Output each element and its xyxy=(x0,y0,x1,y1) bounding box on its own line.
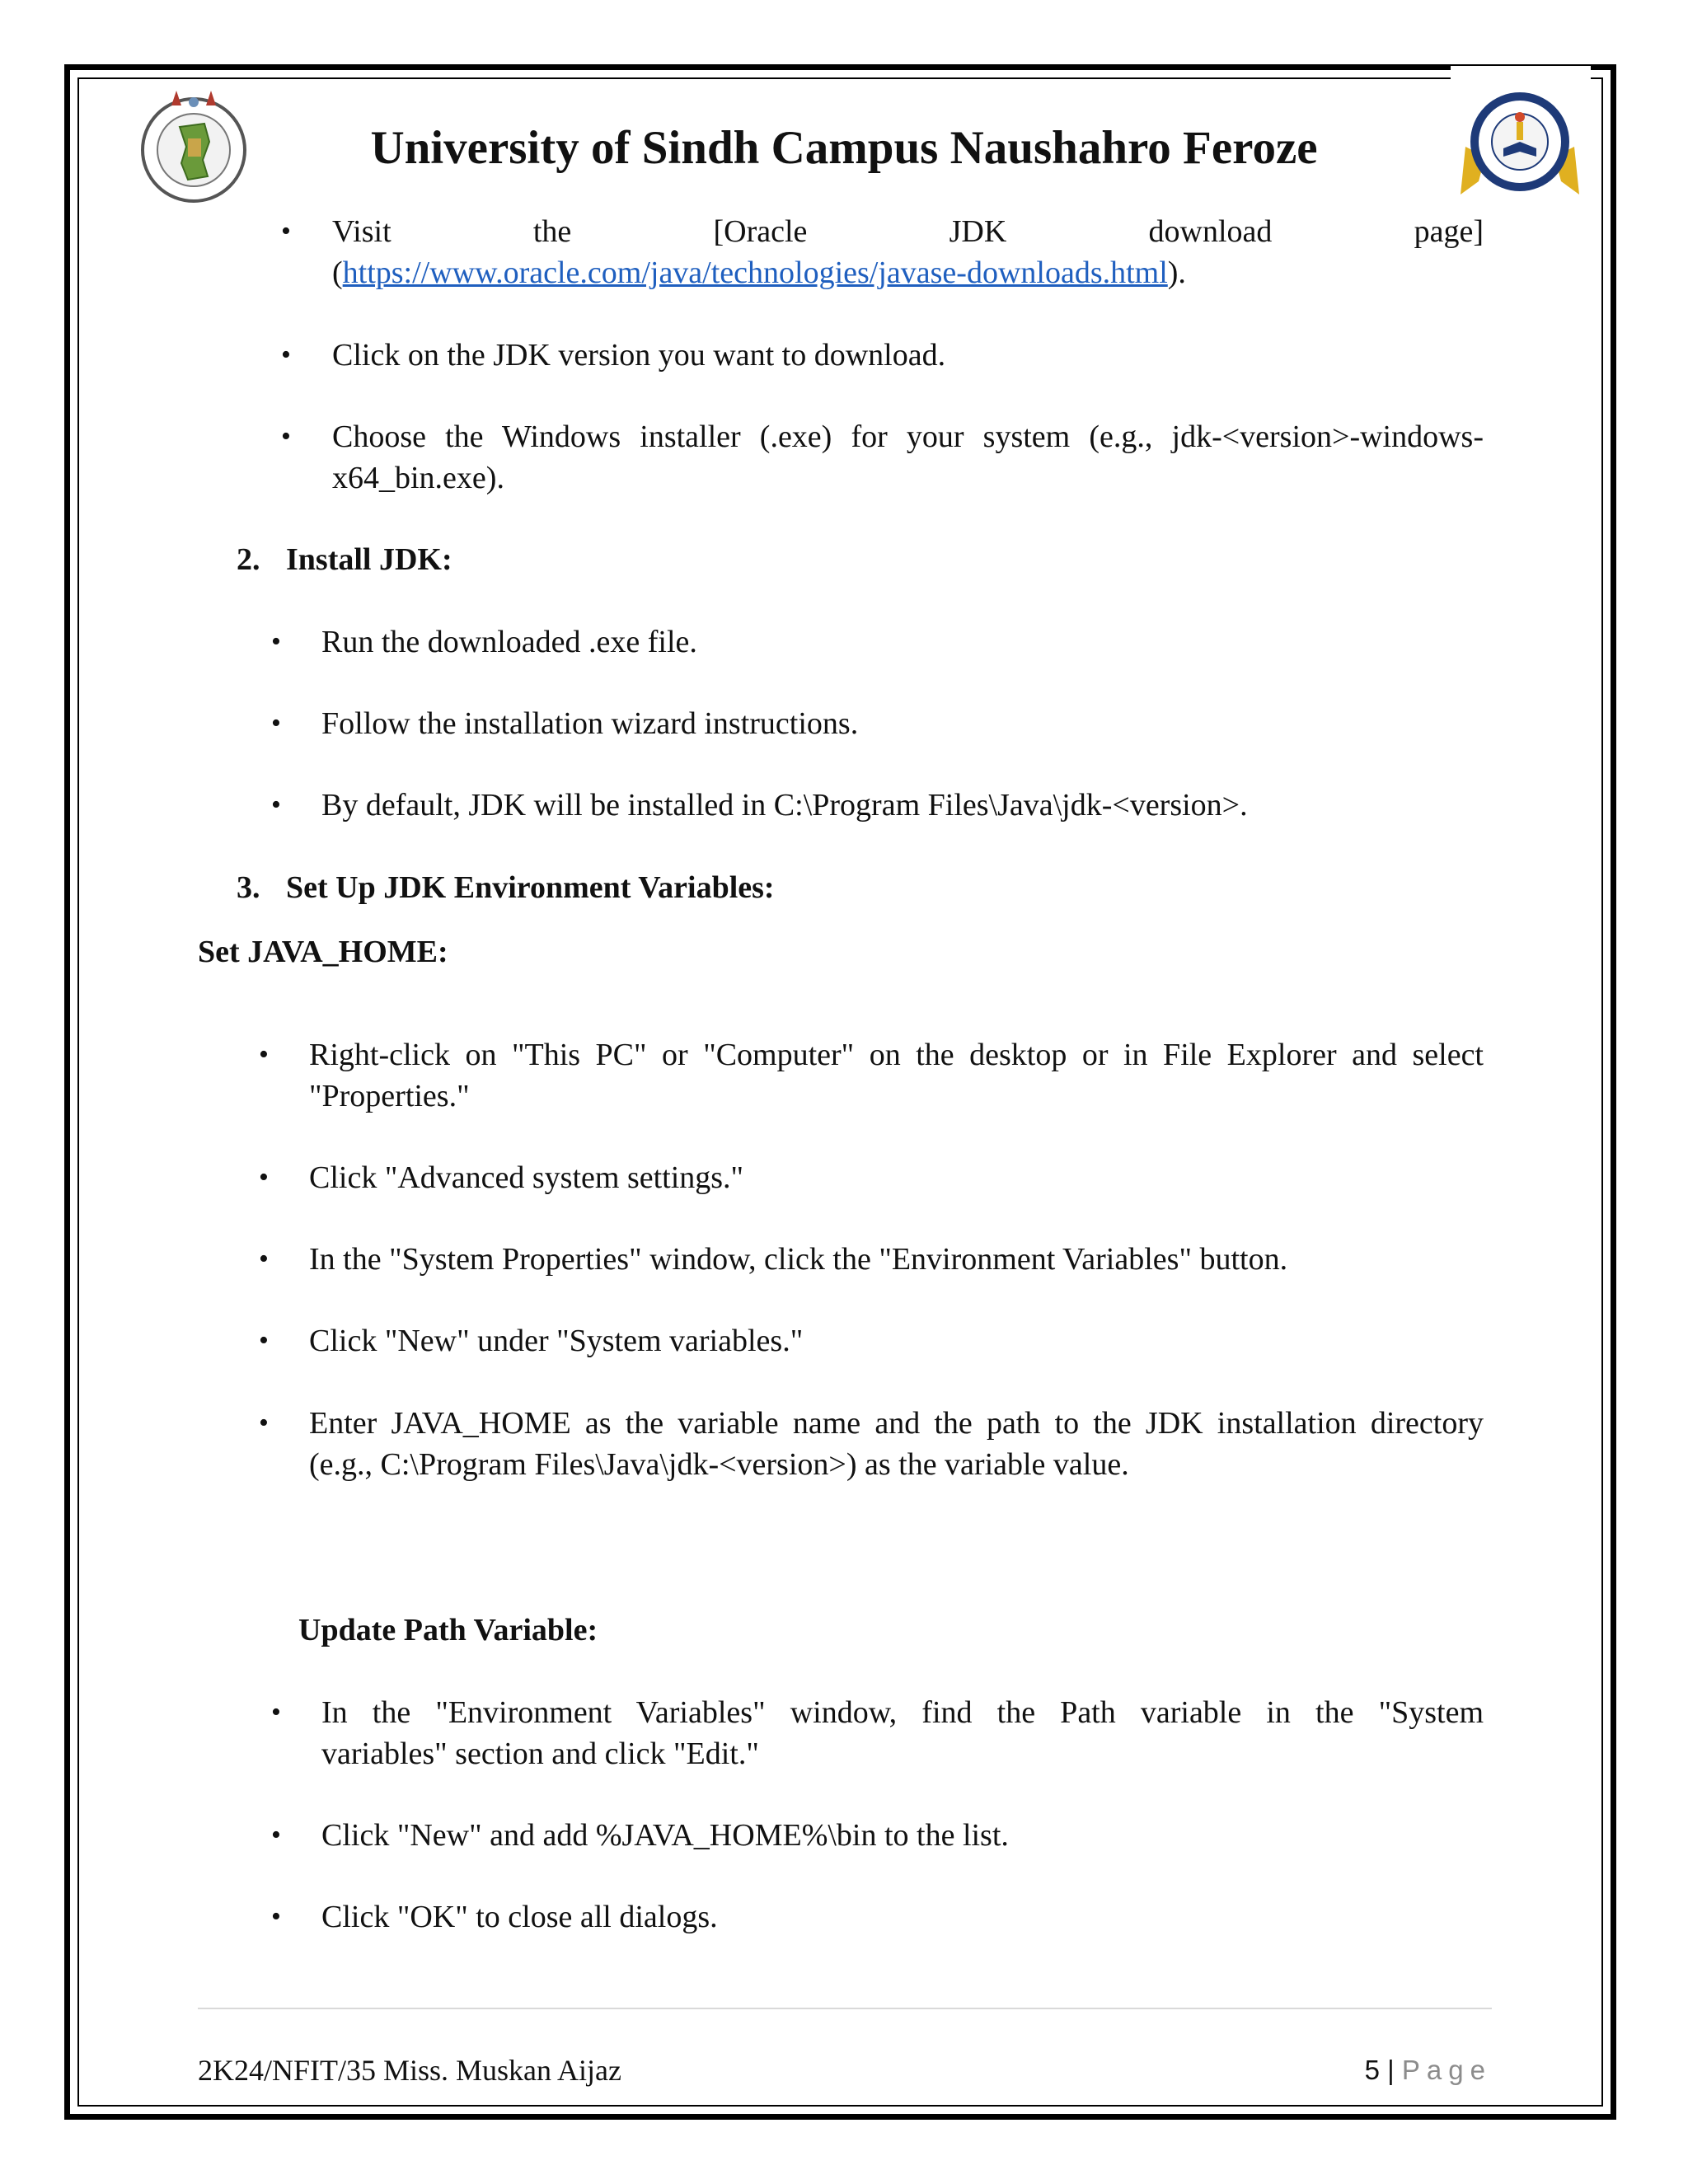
env-vars-number: 3. xyxy=(237,870,260,905)
path-item: Click "OK" to close all dialogs. xyxy=(321,1900,718,1934)
java-home-item-line2: (e.g., C:\Program Files\Java\jdk-<version>) as the variable value. xyxy=(309,1447,1129,1482)
campus-badge-logo xyxy=(1457,89,1582,204)
word: [Oracle xyxy=(713,214,808,249)
install-jdk-number: 2. xyxy=(237,542,260,577)
bullet-icon: • xyxy=(271,708,281,738)
word: the xyxy=(532,214,572,249)
path-item-line2: variables" section and click "Edit." xyxy=(321,1736,759,1771)
java-home-item: In the "System Properties" window, click the "Environment Variables" button. xyxy=(309,1242,1288,1277)
bullet-icon: • xyxy=(259,1408,269,1438)
visit-oracle-line1 xyxy=(332,211,1484,252)
page-border-gap xyxy=(1451,66,1591,81)
install-item: Follow the installation wizard instructions. xyxy=(321,706,859,741)
word: JDK xyxy=(949,214,1007,249)
page-separator: | xyxy=(1387,2055,1395,2085)
install-jdk-heading: Install JDK: xyxy=(286,542,452,577)
header-title: University of Sindh Campus Naushahro Feroze xyxy=(370,122,1318,174)
bullet-icon: • xyxy=(259,1039,269,1070)
path-item: Click "New" and add %JAVA_HOME%\bin to the list. xyxy=(321,1818,1009,1853)
bullet-icon: • xyxy=(281,421,291,452)
bullet-icon: • xyxy=(259,1244,269,1274)
bullet-icon: • xyxy=(259,1162,269,1193)
java-home-item: Click "Advanced system settings." xyxy=(309,1160,744,1195)
footer-divider xyxy=(198,2008,1492,2009)
footer-page-number xyxy=(1337,2052,1492,2088)
java-home-item-line2: "Properties." xyxy=(309,1079,470,1113)
word: Visit xyxy=(332,214,392,249)
word: download xyxy=(1148,214,1273,249)
click-jdk-version-item: Click on the JDK version you want to download. xyxy=(332,338,946,373)
bullet-icon: • xyxy=(281,340,291,370)
paren-close: ). xyxy=(1167,255,1186,290)
java-home-item: Click "New" under "System variables." xyxy=(309,1324,804,1358)
choose-installer-line1: Choose the Windows installer (.exe) for your system (e.g., jdk-<version>-windows- xyxy=(332,419,1484,454)
page-number: 5 xyxy=(1364,2055,1380,2085)
bullet-icon: • xyxy=(271,1901,281,1932)
bullet-icon: • xyxy=(271,1697,281,1727)
bullet-icon: • xyxy=(271,626,281,657)
bullet-icon: • xyxy=(271,790,281,820)
path-item-line1: In the "Environment Variables" window, find the Path variable in the "System xyxy=(321,1695,1484,1730)
install-item: By default, JDK will be installed in C:\Program Files\Java\jdk-<version>. xyxy=(321,788,1248,823)
set-java-home-heading: Set JAVA_HOME: xyxy=(198,935,448,969)
env-vars-heading: Set Up JDK Environment Variables: xyxy=(286,870,775,905)
visit-oracle-line2 xyxy=(332,252,1186,293)
update-path-heading: Update Path Variable: xyxy=(298,1613,598,1647)
bullet-icon: • xyxy=(271,1820,281,1850)
page-label: Page xyxy=(1401,2055,1492,2085)
footer-author: 2K24/NFIT/35 Miss. Muskan Aijaz xyxy=(198,2054,622,2087)
choose-installer-line2: x64_bin.exe). xyxy=(332,461,504,495)
page-border-inner xyxy=(77,77,1603,2107)
paren-open: ( xyxy=(332,255,343,290)
java-home-item-line1: Enter JAVA_HOME as the variable name and the path to the JDK installation directory xyxy=(309,1406,1484,1441)
bullet-icon: • xyxy=(259,1325,269,1356)
oracle-downloads-link[interactable]: https://www.oracle.com/java/technologies/javase-downloads.html xyxy=(342,255,1168,290)
install-item: Run the downloaded .exe file. xyxy=(321,625,697,659)
word: page] xyxy=(1414,214,1484,249)
bullet-icon: • xyxy=(281,216,291,246)
java-home-item-line1: Right-click on "This PC" or "Computer" on the desktop or in File Explorer and select xyxy=(309,1038,1484,1072)
